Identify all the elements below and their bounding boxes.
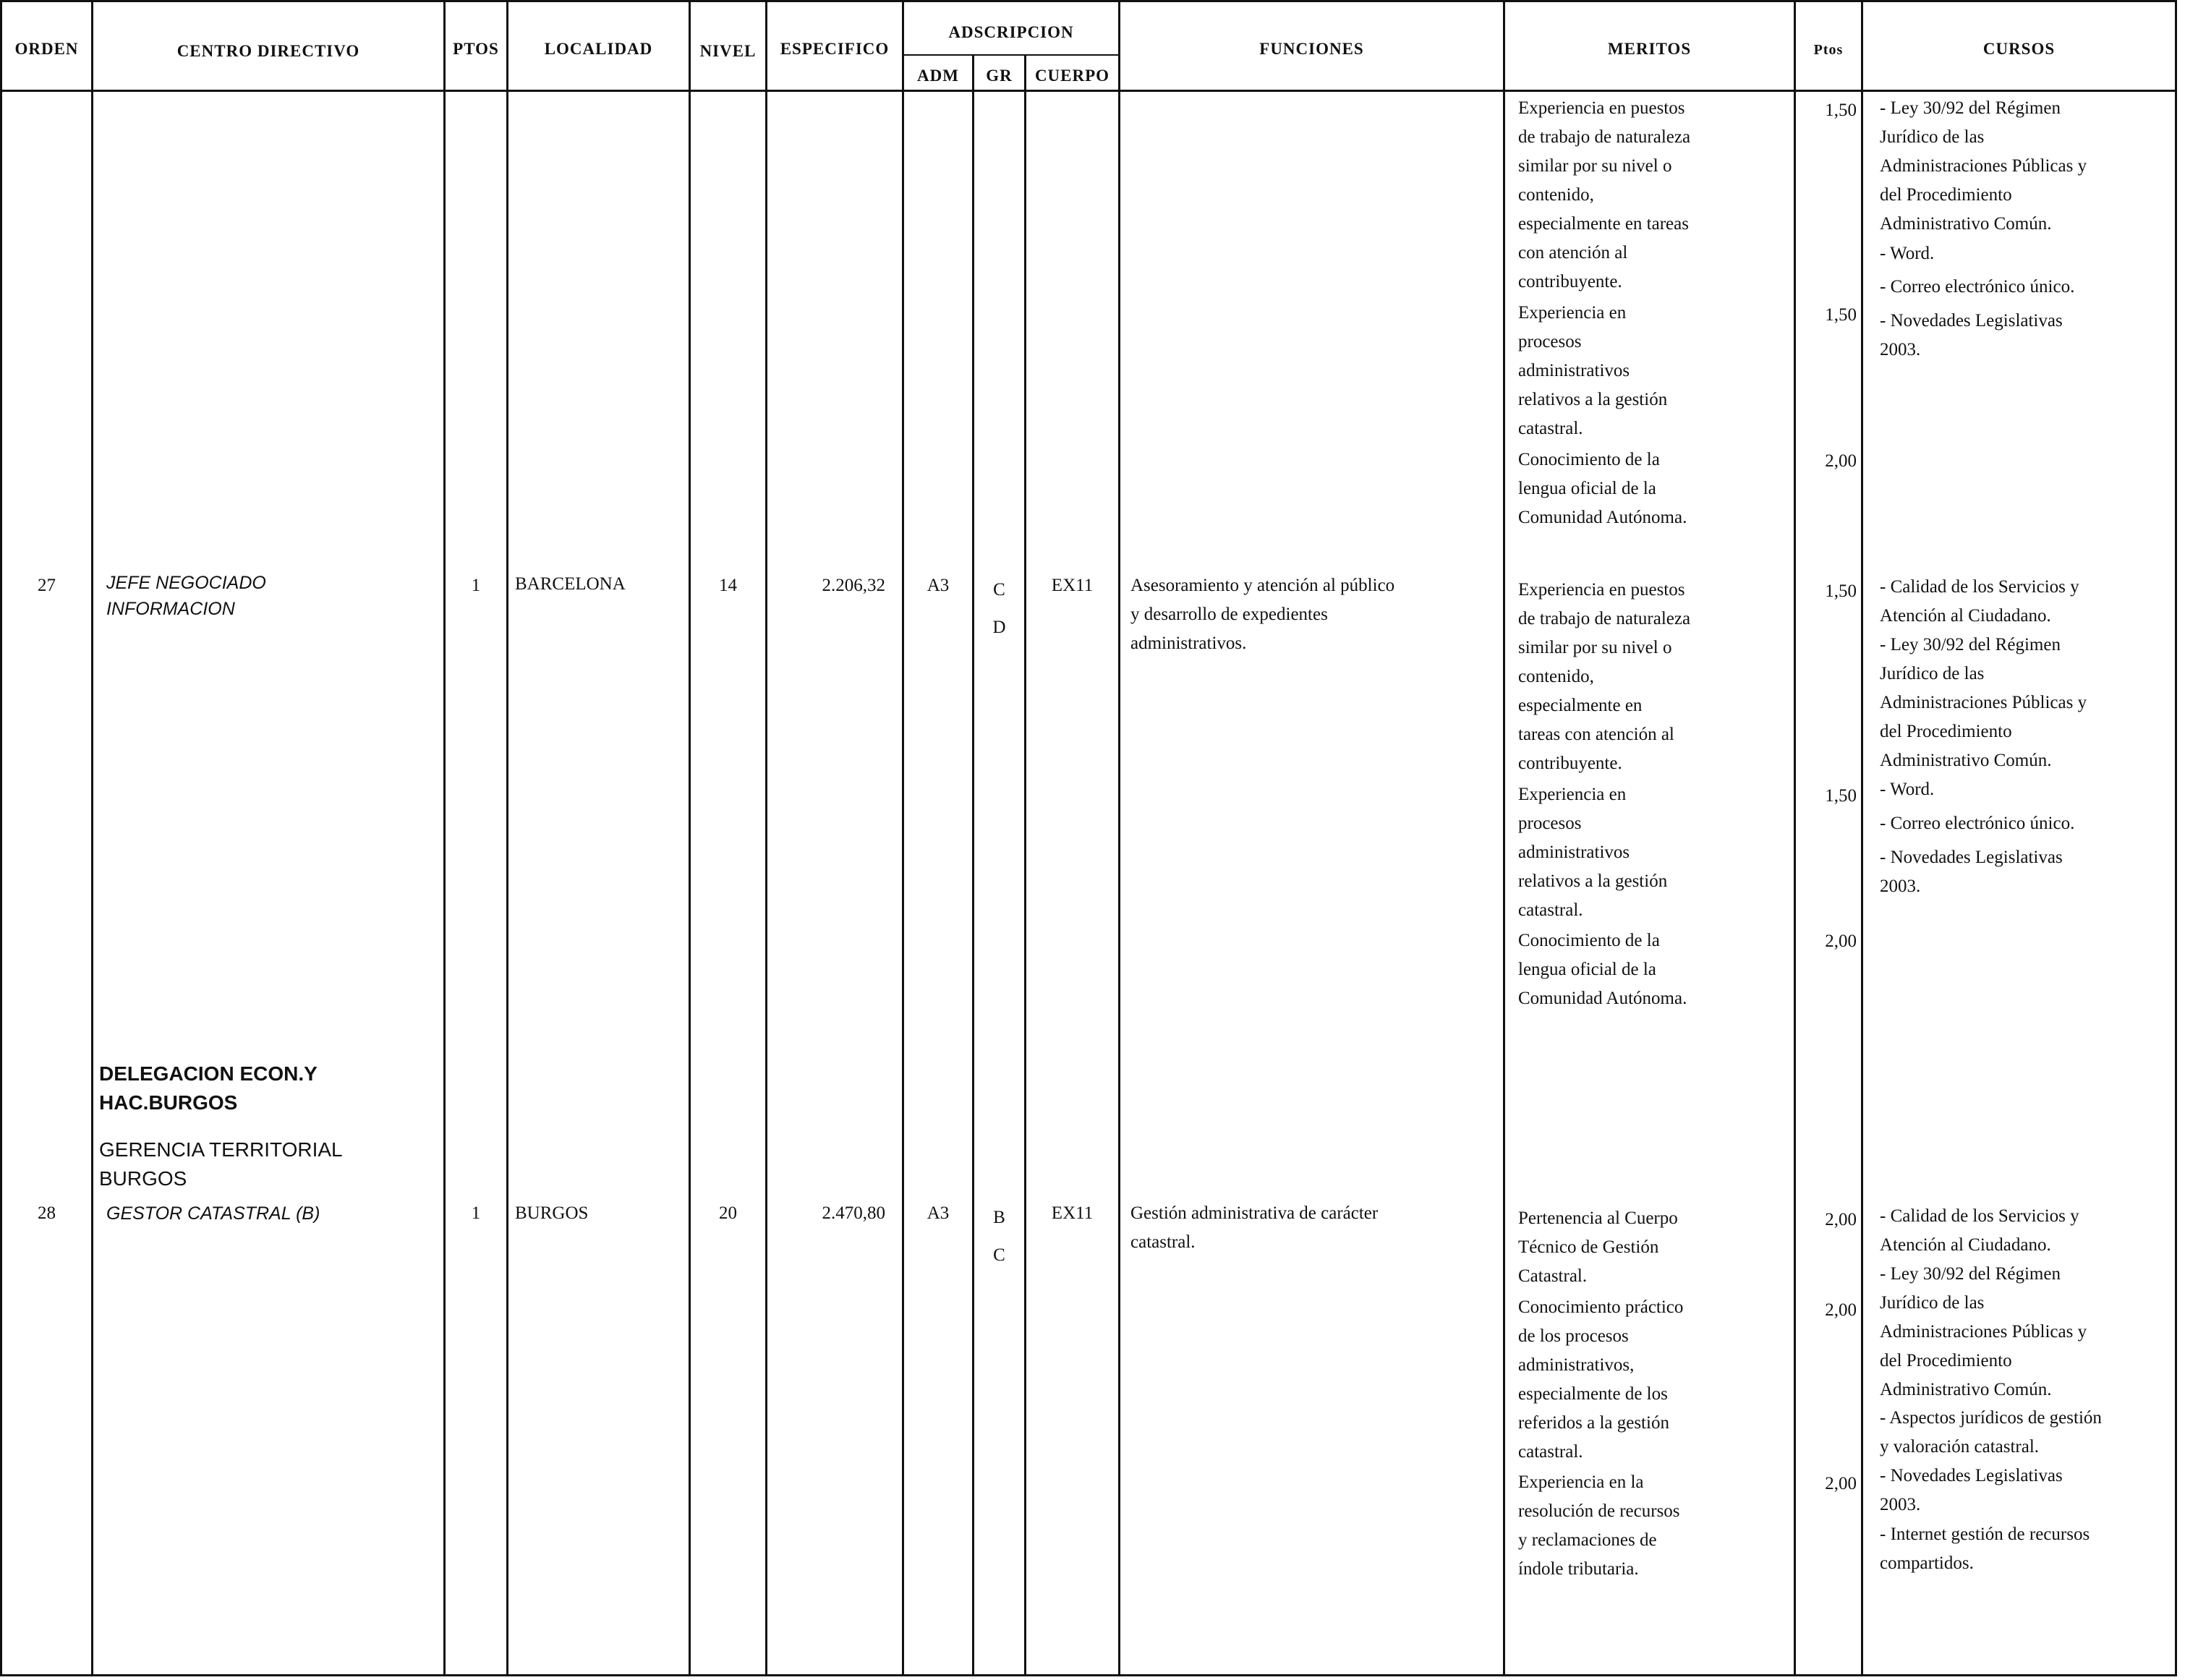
merito-points: 1,50 (1825, 786, 1857, 806)
header-ptos-meritos: Ptos (1813, 42, 1844, 58)
curso-item: - Ley 30/92 del Régimen Jurídico de las Administraciones Públicas y del Procedimiento Administrativo Común. (1880, 98, 2087, 234)
row-localidad: BURGOS (515, 1203, 589, 1223)
row-localidad: BARCELONA (515, 574, 626, 594)
merito-points: 2,00 (1825, 931, 1857, 951)
merito-points: 2,00 (1825, 1300, 1857, 1320)
curso-item: - Calidad de los Servicios y Atención al Ciudadano. (1880, 1206, 2079, 1255)
curso-item: - Ley 30/92 del Régimen Jurídico de las Administraciones Públicas y del Procedimiento Administrativo Común. (1880, 635, 2087, 770)
curso-item: - Ley 30/92 del Régimen Jurídico de las Administraciones Públicas y del Procedimiento Administrativo Común. (1880, 1264, 2087, 1399)
col-border (0, 0, 2, 1676)
header-ptos: PTOS (453, 40, 499, 58)
col-border (689, 0, 691, 1676)
row-puesto: JEFE NEGOCIADO INFORMACION (106, 573, 266, 619)
section-delegacion: DELEGACION ECON.Y HAC.BURGOS (99, 1062, 318, 1114)
header-orden: ORDEN (14, 40, 79, 58)
merito-points: 2,00 (1825, 451, 1857, 471)
merito-points: 1,50 (1825, 305, 1857, 325)
row-funciones: Asesoramiento y atención al público y desarrollo de expedientes administrativos. (1130, 576, 1395, 653)
col-border (902, 0, 904, 1676)
header-centro-directivo: CENTRO DIRECTIVO (176, 42, 360, 60)
col-border (443, 0, 446, 1676)
row-ptos: 1 (471, 1203, 481, 1223)
col-border (91, 0, 93, 1676)
row-gr: B C (993, 1208, 1005, 1265)
col-border (765, 0, 767, 1676)
header-funciones: FUNCIONES (1259, 40, 1364, 58)
header-nivel: NIVEL (699, 42, 757, 60)
row-especifico: 2.470,80 (822, 1203, 885, 1223)
col-border (972, 54, 974, 1676)
header-meritos: MERITOS (1607, 40, 1692, 58)
row-puesto: GESTOR CATASTRAL (B) (106, 1203, 320, 1224)
row-cuerpo: EX11 (1051, 576, 1094, 595)
col-border (1118, 0, 1120, 1676)
curso-item: - Calidad de los Servicios y Atención al Ciudadano. (1880, 577, 2079, 626)
merito-item: Conocimiento práctico de los procesos administrativos, especialmente de los referidos a la gestión catastral. (1518, 1297, 1684, 1462)
header-bottom-border (0, 90, 2177, 92)
col-border (2175, 0, 2177, 1676)
col-border (1024, 54, 1026, 1676)
header-adscripcion: ADSCRIPCION (948, 23, 1074, 41)
col-border (1794, 0, 1796, 1676)
curso-item: - Word. (1880, 244, 1935, 263)
row-adm: A3 (927, 576, 950, 595)
row-orden: 27 (38, 576, 56, 595)
row-funciones: Gestión administrativa de carácter catastral. (1130, 1203, 1379, 1252)
row-nivel: 14 (719, 576, 737, 595)
merito-item: Conocimiento de la lengua oficial de la Comunidad Autónoma. (1518, 450, 1687, 527)
adscripcion-divider (902, 54, 1120, 56)
row-especifico: 2.206,32 (822, 576, 885, 595)
table-top-border (0, 0, 2177, 2)
curso-item: - Internet gestión de recursos compartidos. (1880, 1525, 2090, 1573)
merito-points: 2,00 (1825, 1474, 1857, 1493)
header-cuerpo: CUERPO (1034, 67, 1110, 85)
merito-item: Experiencia en procesos administrativos relativos a la gestión catastral. (1518, 785, 1668, 920)
col-border (506, 0, 508, 1676)
section-gerencia: GERENCIA TERRITORIAL BURGOS (99, 1138, 343, 1190)
row-adm: A3 (927, 1203, 950, 1223)
merito-item: Conocimiento de la lengua oficial de la Comunidad Autónoma. (1518, 931, 1687, 1008)
curso-item: - Word. (1880, 780, 1935, 799)
curso-item: - Novedades Legislativas 2003. (1880, 311, 2063, 359)
curso-item: - Correo electrónico único. (1880, 814, 2075, 833)
merito-item: Experiencia en procesos administrativos relativos a la gestión catastral. (1518, 303, 1668, 438)
curso-item: - Novedades Legislativas 2003. (1880, 848, 2063, 896)
header-localidad: LOCALIDAD (544, 40, 653, 58)
merito-item: Experiencia en puestos de trabajo de naturaleza similar por su nivel o contenido, especialmente en tareas con atención al contribuyente. (1518, 98, 1691, 291)
merito-item: Pertenencia al Cuerpo Técnico de Gestión Catastral. (1518, 1208, 1678, 1286)
row-cuerpo: EX11 (1051, 1203, 1094, 1223)
curso-item: - Novedades Legislativas 2003. (1880, 1466, 2063, 1514)
header-adm: ADM (917, 67, 959, 85)
col-border (1503, 0, 1505, 1676)
merito-item: Experiencia en puestos de trabajo de naturaleza similar por su nivel o contenido, especialmente en tareas con atención al contribuyente. (1518, 580, 1691, 773)
table-bottom-border (0, 1674, 2177, 1676)
merito-points: 1,50 (1825, 101, 1857, 120)
merito-points: 2,00 (1825, 1210, 1857, 1229)
merito-points: 1,50 (1825, 581, 1857, 601)
row-gr: C D (992, 580, 1006, 637)
header-especifico: ESPECIFICO (780, 40, 890, 58)
merito-item: Experiencia en la resolución de recursos y reclamaciones de índole tributaria. (1518, 1472, 1680, 1579)
row-orden: 28 (38, 1203, 56, 1223)
curso-item: - Correo electrónico único. (1880, 277, 2075, 297)
row-nivel: 20 (719, 1203, 737, 1223)
col-border (1861, 0, 1863, 1676)
header-cursos: CURSOS (1982, 40, 2056, 58)
row-ptos: 1 (471, 576, 481, 595)
curso-item: - Aspectos jurídicos de gestión y valoración catastral. (1880, 1408, 2102, 1457)
header-gr: GR (986, 67, 1013, 85)
